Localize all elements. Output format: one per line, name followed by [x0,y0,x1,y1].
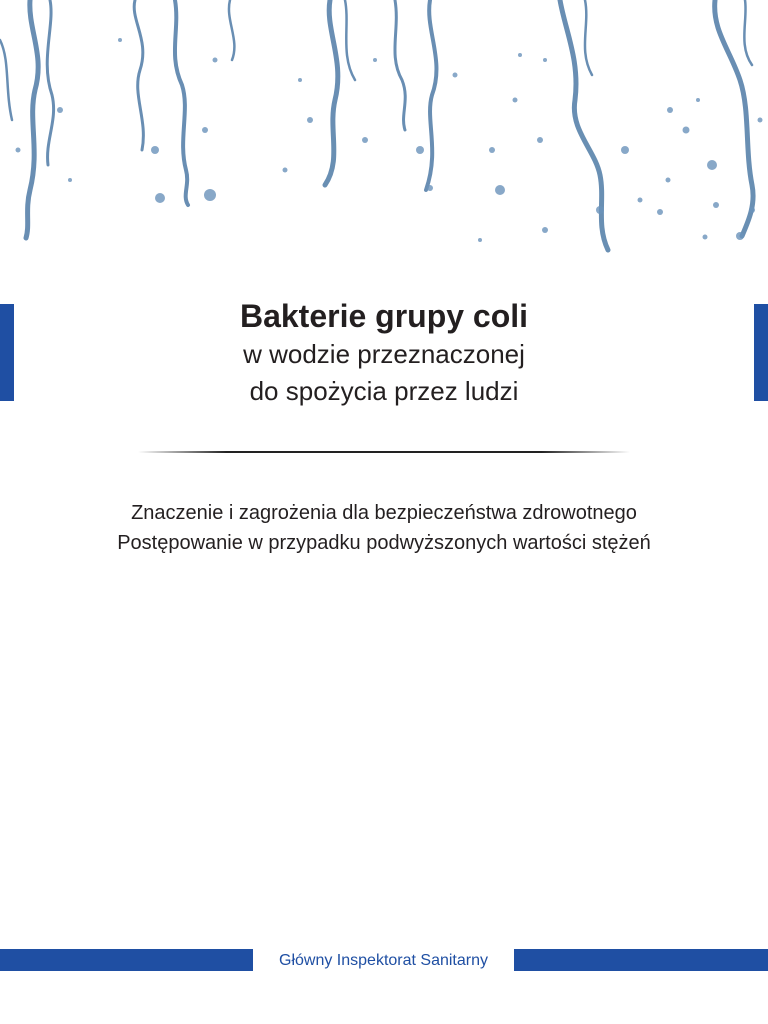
footer-bar-right [514,949,768,971]
title-block [0,296,768,410]
footer-bar-left [0,949,253,971]
document-subtitle-line-1: w wodzie przeznaczonej [243,339,525,369]
document-subtitle-line-2: do spożycia przez ludzi [249,376,519,406]
publisher-name: Główny Inspektorat Sanitarny [279,952,488,969]
description-block [0,498,768,558]
description-line-1: Znaczenie i zagrożenia dla bezpieczeństwa zdrowotnego [131,502,637,524]
document-title: Bakterie grupy coli [239,298,529,334]
water-splash-image [0,0,768,260]
title-divider [138,451,630,453]
description-line-2: Postępowanie w przypadku podwyższonych wartości stężeń [117,532,651,554]
